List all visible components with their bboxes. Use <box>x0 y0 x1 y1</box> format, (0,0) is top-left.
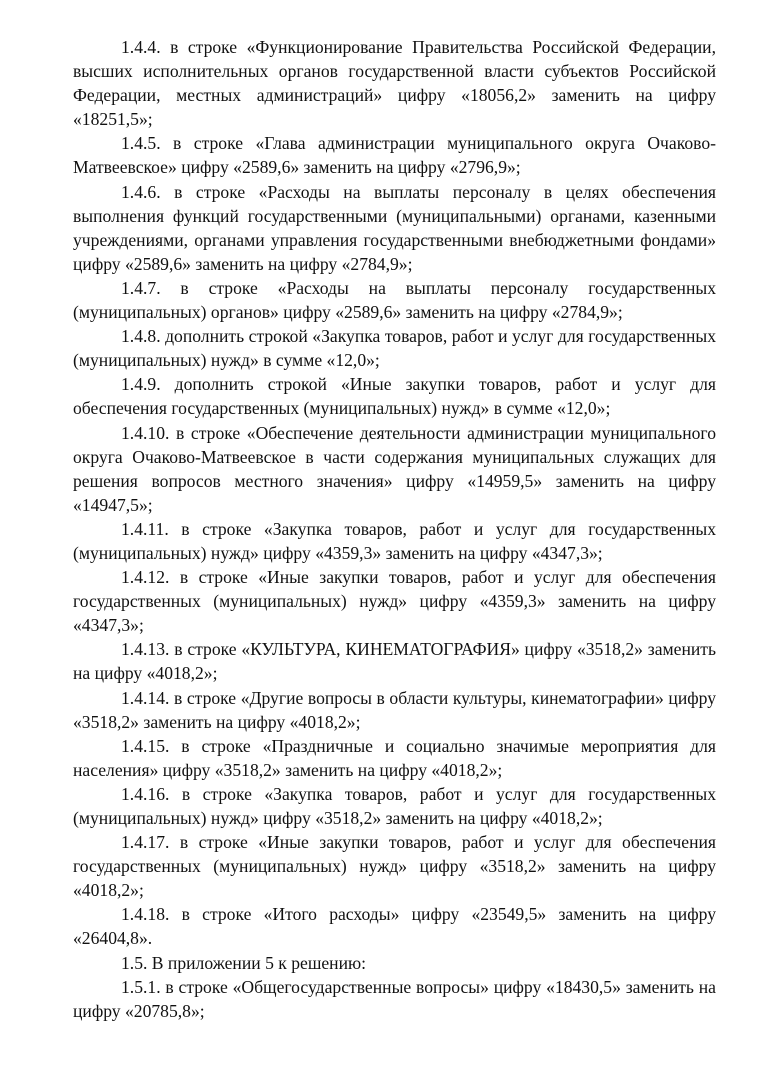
paragraph-1-4-14: 1.4.14. в строке «Другие вопросы в области культуры, кинематографии» цифру «3518,2» заменить на цифру «4018,2»; <box>73 687 716 732</box>
paragraph-1-4-12: 1.4.12. в строке «Иные закупки товаров, работ и услуг для обеспечения государственных (муниципальных) нужд» цифру «4359,3» заменить на цифру «4347,3»; <box>73 567 716 636</box>
paragraph-1-5-1: 1.5.1. в строке «Общегосударственные вопросы» цифру «18430,5» заменить на цифру «20785,8»; <box>73 976 716 1021</box>
paragraph-1-4-7: 1.4.7. в строке «Расходы на выплаты персоналу государственных (муниципальных) органов» цифру «2589,6» заменить на цифру «2784,9»; <box>73 277 716 323</box>
paragraph-1-4-11: 1.4.11. в строке «Закупка товаров, работ и услуг для государственных (муниципальных) нужд» цифру «4359,3» заменить на цифру «4347,3»; <box>73 518 716 563</box>
paragraph-1-4-6: 1.4.6. в строке «Расходы на выплаты персоналу в целях обеспечения выполнения функций государственными (муниципальными) органами, казенными учреждениями, органами управления государственными внебюджетными фондами» цифру «2589,6» заменить на цифру «2784,9»; <box>73 181 716 274</box>
paragraph-1-5: 1.5. В приложении 5 к решению: <box>121 952 367 973</box>
paragraph-1-4-17: 1.4.17. в строке «Иные закупки товаров, работ и услуг для обеспечения государственных (муниципальных) нужд» цифру «3518,2» заменить на цифру «4018,2»; <box>73 832 716 901</box>
paragraph-1-4-13: 1.4.13. в строке «КУЛЬТУРА, КИНЕМАТОГРАФИЯ» цифру «3518,2» заменить на цифру «4018,2»; <box>73 639 716 684</box>
paragraph-1-4-15: 1.4.15. в строке «Праздничные и социально значимые мероприятия для населения» цифру «3518,2» заменить на цифру «4018,2»; <box>73 735 716 780</box>
paragraph-1-4-8: 1.4.8. дополнить строкой «Закупка товаров, работ и услуг для государственных (муниципальных) нужд» в сумме «12,0»; <box>73 326 716 371</box>
paragraph-1-4-5: 1.4.5. в строке «Глава администрации муниципального округа Очаково-Матвеевское» цифру «2589,6» заменить на цифру «2796,9»; <box>73 133 716 178</box>
paragraph-1-4-18: 1.4.18. в строке «Итого расходы» цифру «23549,5» заменить на цифру «26404,8». <box>73 904 716 949</box>
paragraph-1-4-10: 1.4.10. в строке «Обеспечение деятельности администрации муниципального округа Очаково-Матвеевское в части содержания муниципальных служащих для решения вопросов местного значения» цифру «14959,5» заменить на цифру «14947,5»; <box>73 422 716 515</box>
paragraph-1-4-4: 1.4.4. в строке «Функционирование Правительства Российской Федерации, высших исполнительных органов государственной власти субъектов Российской Федерации, местных администраций» цифру «18056,2» заменить на цифру «18251,5»; <box>73 37 716 130</box>
paragraph-1-4-9: 1.4.9. дополнить строкой «Иные закупки товаров, работ и услуг для обеспечения государственных (муниципальных) нужд» в сумме «12,0»; <box>73 374 716 419</box>
paragraph-1-4-16: 1.4.16. в строке «Закупка товаров, работ и услуг для государственных (муниципальных) нужд» цифру «3518,2» заменить на цифру «4018,2»; <box>73 783 716 828</box>
